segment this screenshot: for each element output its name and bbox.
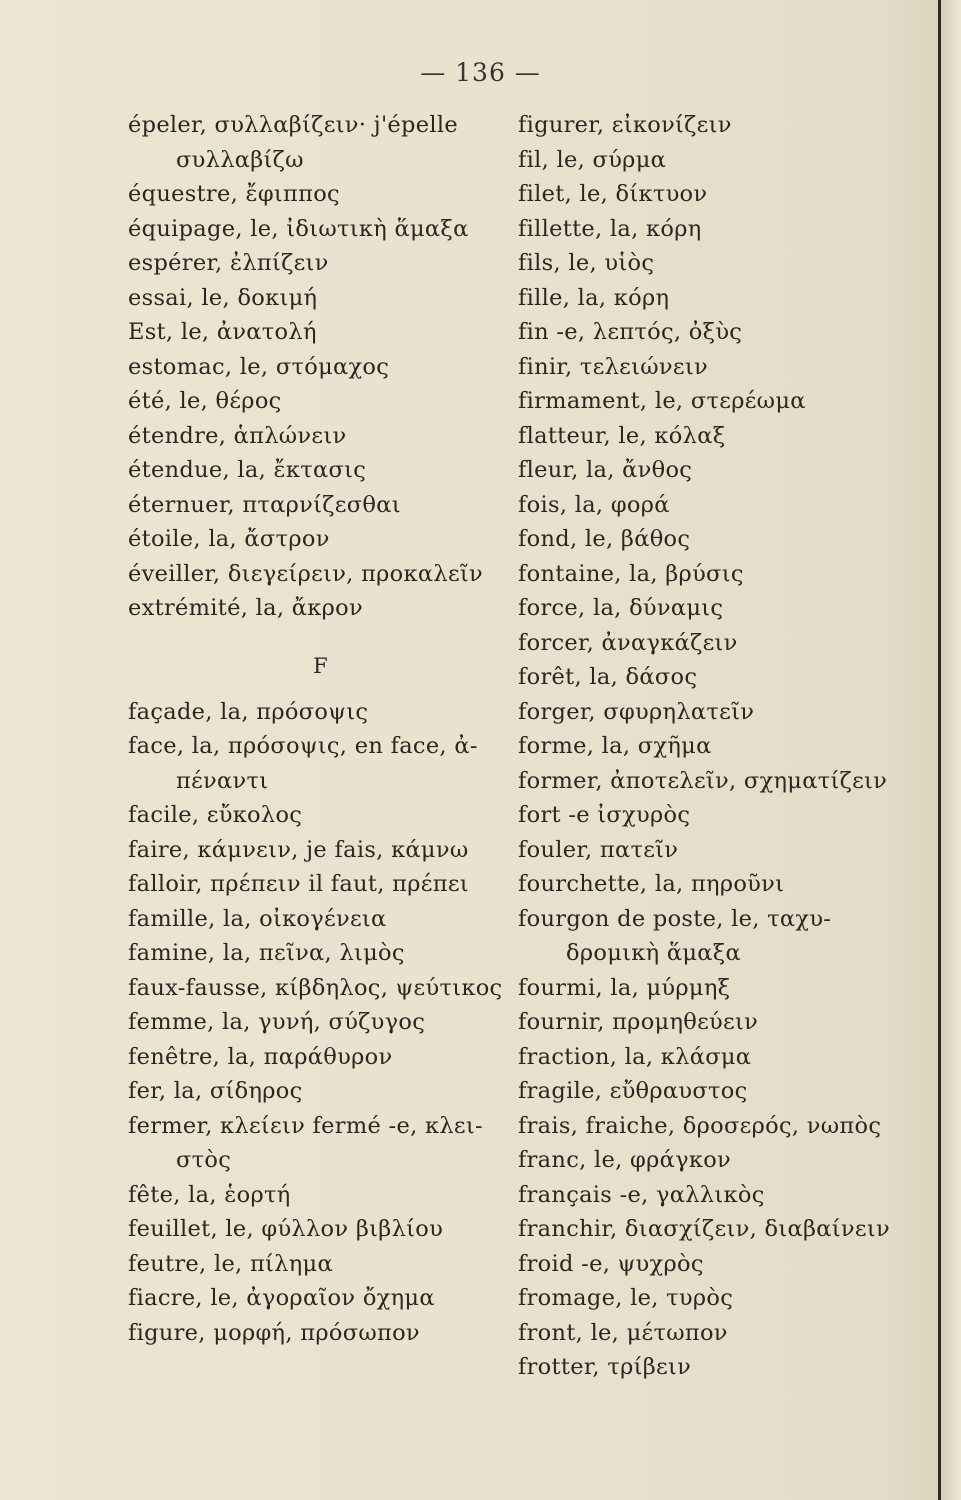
dictionary-entry: fontaine, la, βρύσις — [518, 560, 744, 587]
dictionary-entry-continuation: δρομικὴ ἅμαξα — [566, 940, 741, 966]
dictionary-entry: essai, le, δοκιμή — [128, 284, 318, 311]
dictionary-entry: forcer, ἀναγκάζειν — [518, 629, 738, 656]
dictionary-entry: fourmi, la, μύρμηξ — [518, 974, 731, 1001]
dictionary-entry: fouler, πατεῖν — [518, 836, 679, 863]
dictionary-entry: feutre, le, πίλημα — [128, 1250, 333, 1277]
dictionary-entry: fraction, la, κλάσμα — [518, 1043, 752, 1070]
dictionary-entry: frotter, τρίβειν — [518, 1354, 692, 1380]
dictionary-entry: fourgon de poste, le, ταχυ- — [518, 905, 832, 932]
dictionary-entry: fiacre, le, ἀγοραῖον ὄχημα — [128, 1285, 435, 1311]
page-edge — [941, 0, 961, 1500]
dictionary-entry: filet, le, δίκτυον — [518, 181, 708, 207]
dictionary-entry: former, ἀποτελεῖν, σχηματίζειν — [518, 767, 888, 794]
dictionary-entry: falloir, πρέπειν il faut, πρέπει — [128, 871, 469, 897]
dictionary-entry: force, la, δύναμις — [518, 595, 724, 621]
dictionary-entry: étendre, ἁπλώνειν — [128, 422, 347, 449]
dictionary-entry: fil, le, σύρμα — [518, 146, 667, 173]
dictionary-entry: forêt, la, δάσος — [518, 664, 698, 690]
dictionary-entry: fin -e, λεπτός, ὀξὺς — [518, 319, 743, 345]
dictionary-entry: figure, μορφή, πρόσωπον — [128, 1319, 420, 1346]
dictionary-entry: front, le, μέτωπον — [518, 1319, 728, 1346]
dictionary-entry: estomac, le, στόμαχος — [128, 353, 390, 380]
dictionary-entry: étendue, la, ἔκτασις — [128, 457, 367, 483]
dictionary-entry: fragile, εὔθραυστος — [518, 1078, 748, 1104]
section-letter-heading: F — [313, 653, 328, 678]
dictionary-entry: fort -e ἰσχυρὸς — [518, 802, 691, 828]
dictionary-entry: flatteur, le, κόλαξ — [518, 422, 726, 449]
dictionary-entry: Est, le, ἀνατολή — [128, 319, 317, 345]
dictionary-entry: fourchette, la, πηροῦνι — [518, 871, 785, 897]
dictionary-entry: fournir, προμηθεύειν — [518, 1009, 759, 1035]
dictionary-entry: éternuer, πταρνίζεσθαι — [128, 491, 401, 518]
dictionary-entry: firmament, le, στερέωμα — [518, 388, 806, 414]
dictionary-entry-continuation: πέναντι — [176, 767, 269, 794]
dictionary-entry: famine, la, πεῖνα, λιμὸς — [128, 940, 405, 966]
dictionary-entry: fermer, κλείειν fermé -e, κλει- — [128, 1112, 483, 1139]
dictionary-entry: espérer, ἐλπίζειν — [128, 250, 329, 276]
dictionary-entry: fillette, la, κόρη — [518, 215, 702, 242]
dictionary-entry: famille, la, οἰκογένεια — [128, 905, 387, 932]
dictionary-entry: fromage, le, τυρὸς — [518, 1285, 734, 1311]
dictionary-entry: feuillet, le, φύλλον βιβλίου — [128, 1216, 444, 1242]
dictionary-entry: fois, la, φορά — [518, 491, 670, 518]
dictionary-entry: figurer, εἰκονίζειν — [518, 112, 732, 138]
dictionary-entry-continuation: στὸς — [176, 1147, 232, 1173]
dictionary-entry: froid -e, ψυχρὸς — [518, 1250, 704, 1277]
dictionary-entry: fond, le, βάθος — [518, 526, 691, 552]
dictionary-entry: fenêtre, la, παράθυρον — [128, 1043, 393, 1070]
dictionary-entry: fleur, la, ἄνθος — [518, 457, 693, 483]
dictionary-entry: faux-fausse, κίβδηλος, ψεύτικος — [128, 974, 503, 1001]
dictionary-entry: été, le, θέρος — [128, 388, 282, 414]
dictionary-entry: franc, le, φράγκον — [518, 1147, 732, 1173]
dictionary-entry: étoile, la, ἄστρον — [128, 526, 330, 552]
dictionary-entry: façade, la, πρόσοψις — [128, 698, 369, 725]
right-column — [518, 108, 918, 1385]
dictionary-entry: franchir, διασχίζειν, διαβαίνειν — [518, 1216, 890, 1242]
dictionary-entry: extrémité, la, ἄκρον — [128, 595, 363, 621]
dictionary-entry: équestre, ἔφιππος — [128, 181, 340, 207]
dictionary-entry: équipage, le, ἰδιωτικὴ ἅμαξα — [128, 215, 469, 242]
dictionary-entry-continuation: συλλαβίζω — [176, 146, 304, 173]
page-number: — 136 — — [420, 58, 541, 87]
dictionary-entry: finir, τελειώνειν — [518, 353, 708, 380]
dictionary-entry: épeler, συλλαβίζειν· j'épelle — [128, 112, 458, 138]
dictionary-entry: forger, σφυρηλατεῖν — [518, 698, 755, 725]
left-column — [128, 108, 513, 1350]
dictionary-entry: femme, la, γυνή, σύζυγος — [128, 1009, 426, 1035]
dictionary-entry: faire, κάμνειν, je fais, κάμνω — [128, 836, 469, 863]
dictionary-entry: français -e, γαλλικὸς — [518, 1181, 765, 1208]
dictionary-entry: facile, εὔκολος — [128, 802, 303, 828]
dictionary-entry: fête, la, ἑορτή — [128, 1181, 291, 1208]
dictionary-entry: fille, la, κόρη — [518, 284, 670, 311]
dictionary-entry: frais, fraiche, δροσερός, νωπὸς — [518, 1112, 882, 1139]
dictionary-entry: forme, la, σχῆμα — [518, 733, 712, 759]
dictionary-entry: face, la, πρόσοψις, en face, ἀ- — [128, 733, 478, 759]
dictionary-entry: fils, le, υἱὸς — [518, 250, 655, 276]
dictionary-entry: éveiller, διεγείρειν, προκαλεῖν — [128, 560, 484, 587]
dictionary-entry: fer, la, σίδηρος — [128, 1078, 303, 1104]
